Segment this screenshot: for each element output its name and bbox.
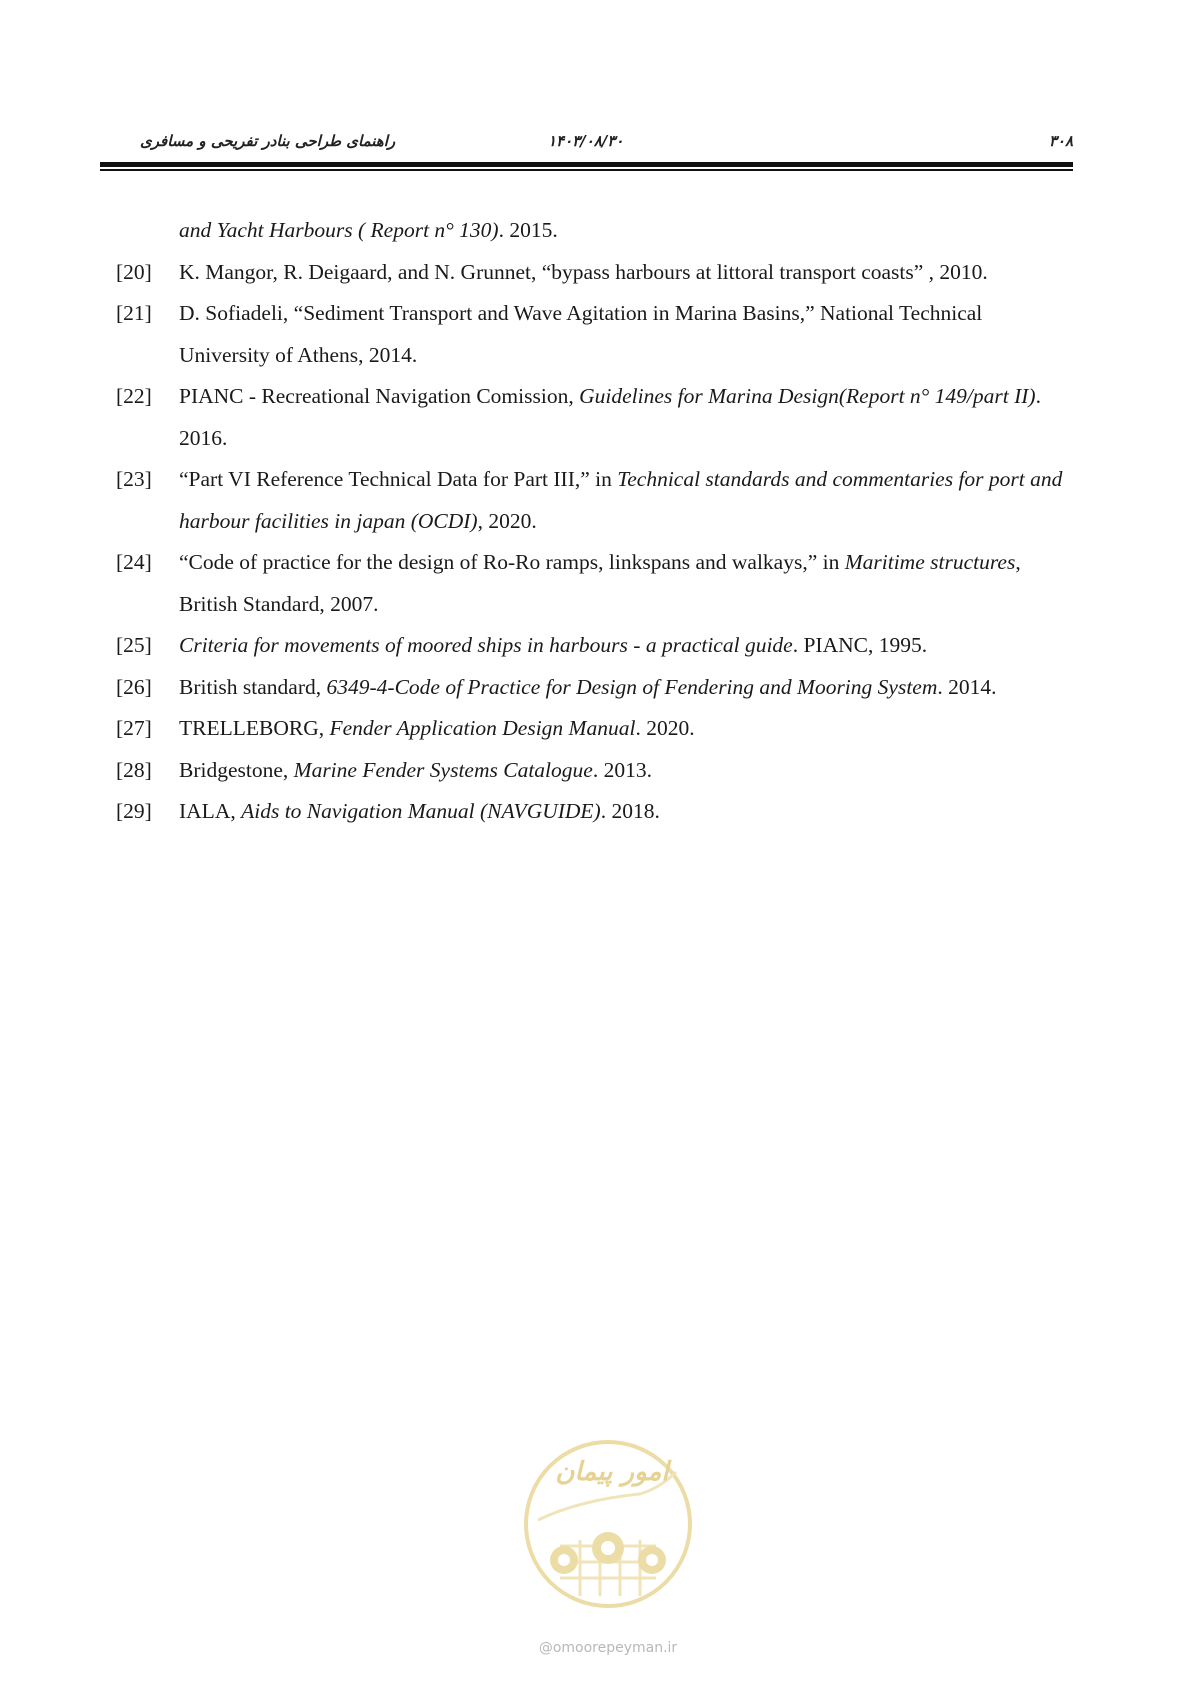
header-date: ۱۴۰۳/۰۸/۳۰: [548, 132, 624, 150]
reference-segment: D. Sofiadeli, “Sediment Transport and Wave Agitation in Marina Basins,” National Technical University of Athens, 2014.: [179, 301, 983, 367]
reference-title: Criteria for movements of moored ships in harbours - a practical guide: [179, 633, 793, 657]
reference-segment: TRELLEBORG,: [179, 716, 330, 740]
reference-entry: [116, 293, 1076, 376]
watermark-url: @omoorepeyman.ir: [538, 1640, 678, 1656]
reference-number: [24]: [116, 550, 152, 574]
reference-segment: . 2015.: [498, 218, 558, 242]
reference-text: [179, 791, 1076, 833]
reference-segment: PIANC - Recreational Navigation Comission,: [179, 384, 580, 408]
reference-list: [116, 210, 1076, 833]
reference-text: [179, 376, 1076, 459]
reference-number: [27]: [116, 716, 152, 740]
reference-number: [26]: [116, 674, 152, 699]
reference-title: Guidelines for Marina Design(Report n° 149/part II): [579, 384, 1036, 408]
reference-number: [25]: [116, 633, 152, 657]
reference-segment: . 2014.: [937, 674, 997, 699]
reference-segment: K. Mangor, R. Deigaard, and N. Grunnet, “bypass harbours at littoral transport coasts” , 2010.: [179, 259, 988, 284]
page-number: ۳۰۸: [1048, 132, 1073, 150]
reference-entry: [116, 210, 1076, 252]
reference-number: [28]: [116, 757, 152, 782]
reference-text: [179, 252, 1076, 294]
reference-text: [179, 667, 1076, 709]
reference-segment: , 2020.: [477, 508, 537, 533]
page-header: [100, 128, 1073, 158]
reference-segment: IALA,: [179, 799, 242, 823]
reference-text: [179, 750, 1076, 792]
reference-number: [29]: [116, 799, 152, 823]
reference-entry: [116, 459, 1076, 542]
header-rule-thin: [100, 169, 1073, 171]
reference-text: [179, 293, 1076, 376]
watermark-logo-text: امور پیمان: [555, 1457, 669, 1487]
reference-title: Maritime structures: [844, 550, 1016, 574]
reference-title: Technical standards and commentaries for port and harbour facilities in japan (OCDI): [179, 467, 1063, 533]
reference-title: Aids to Navigation Manual (NAVGUIDE): [241, 799, 601, 823]
reference-entry: [116, 376, 1076, 459]
reference-entry: [116, 750, 1076, 792]
reference-segment: . PIANC, 1995.: [792, 633, 928, 657]
reference-segment: . 2018.: [600, 799, 660, 823]
reference-text: [179, 625, 1076, 667]
reference-text: [179, 459, 1076, 542]
reference-number: [21]: [116, 301, 152, 325]
reference-segment: . 2016.: [179, 384, 1041, 450]
reference-entry: [116, 252, 1076, 294]
reference-number: [23]: [116, 467, 152, 491]
reference-segment: “Code of practice for the design of Ro-Ro ramps, linkspans and walkays,” in: [179, 550, 845, 574]
reference-entry: [116, 542, 1076, 625]
reference-title: and Yacht Harbours ( Report n° 130): [179, 218, 499, 242]
reference-text: [179, 542, 1076, 625]
reference-segment: Bridgestone,: [179, 757, 294, 782]
reference-segment: , British Standard, 2007.: [179, 550, 1021, 616]
reference-number: [20]: [116, 259, 152, 284]
reference-title: Marine Fender Systems Catalogue: [293, 757, 593, 782]
reference-entry: [116, 708, 1076, 750]
reference-entry: [116, 667, 1076, 709]
reference-title: Fender Application Design Manual: [329, 716, 636, 740]
book-title: راهنمای طراحی بنادر تفریحی و مسافری: [140, 132, 396, 150]
reference-segment: . 2020.: [635, 716, 695, 740]
reference-segment: “Part VI Reference Technical Data for Part III,” in: [179, 467, 618, 491]
reference-entry: [116, 625, 1076, 667]
reference-text: [179, 708, 1076, 750]
header-rule-thick: [100, 162, 1073, 167]
reference-segment: British standard,: [179, 674, 327, 699]
reference-segment: . 2013.: [592, 757, 652, 782]
watermark-logo: [520, 1436, 696, 1612]
reference-text: [179, 210, 1076, 252]
reference-number: [22]: [116, 384, 152, 408]
reference-title: 6349-4-Code of Practice for Design of Fendering and Mooring System: [326, 674, 938, 699]
reference-entry: [116, 791, 1076, 833]
